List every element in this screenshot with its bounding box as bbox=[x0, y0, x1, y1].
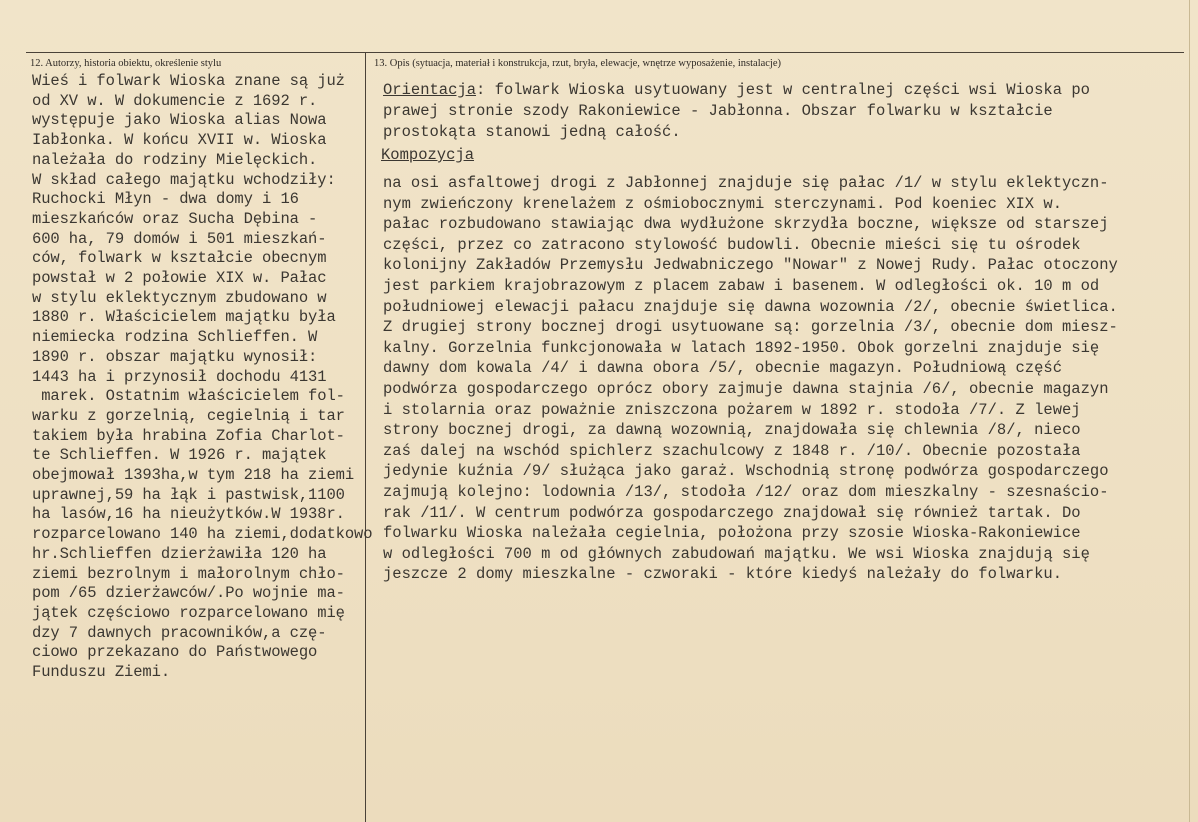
description-text bbox=[383, 80, 1173, 585]
composition-line: nym zwieńczony krenelażem z ośmiobocznymi sterczynami. Pod koeniec XIX w. bbox=[383, 194, 1063, 213]
history-line: od XV w. W dokumencie z 1692 r. bbox=[32, 91, 318, 110]
history-line: rozparcelowano 140 ha ziemi,dodatkowo bbox=[32, 525, 373, 544]
composition-line: części, przez co zatracono stylowość budowli. Obecnie mieści się tu ośrodek bbox=[383, 235, 1081, 254]
history-line: ciowo przekazano do Państwowego bbox=[32, 643, 318, 662]
history-line: powstał w 2 połowie XIX w. Pałac bbox=[32, 269, 327, 288]
history-line: ców, folwark w kształcie obecnym bbox=[32, 249, 327, 268]
history-line: warku z gorzelnią, cegielnią i tar bbox=[32, 406, 345, 425]
history-line: marek. Ostatnim właścicielem fol- bbox=[32, 387, 345, 406]
composition-line: rak /11/. W centrum podwórza gospodarczego znajdował się również tartak. Do bbox=[383, 503, 1081, 522]
history-line: jątek częściowo rozparcelowano mię bbox=[32, 603, 345, 622]
composition-line: podwórza gospodarczego oprócz obory zajmuje dawna stajnia /6/, obecnie magazyn bbox=[383, 379, 1109, 398]
orientation-paragraph bbox=[383, 80, 1173, 143]
composition-line: jest parkiem krajobrazowym z placem zabaw i basenem. W odległości ok. 10 m od bbox=[383, 276, 1100, 295]
composition-line: folwarku Wioska należała cegielnia, położona przy szosie Wioska-Rakoniewice bbox=[383, 524, 1081, 543]
history-line: hr.Schlieffen dzierżawiła 120 ha bbox=[32, 544, 327, 563]
history-line: należała do rodziny Mielęckich. bbox=[32, 150, 318, 169]
history-line: 1880 r. Właścicielem majątku była bbox=[32, 308, 336, 327]
composition-heading: Kompozycja bbox=[381, 146, 475, 164]
history-line: Ruchocki Młyn - dwa domy i 16 bbox=[32, 190, 299, 209]
composition-line: kalny. Gorzelnia funkcjonowała w latach 1892-1950. Obok gorzelni znajduje się bbox=[383, 338, 1100, 357]
history-line: Iabłonka. W końcu XVII w. Wioska bbox=[32, 131, 327, 150]
history-line: 1890 r. obszar majątku wynosił: bbox=[32, 347, 318, 366]
composition-line: jedynie kuźnia /9/ służąca jako garaż. Wschodnią stronę podwórza gospodarczego bbox=[383, 462, 1109, 481]
composition-line: jeszcze 2 domy mieszkalne - czworaki - które kiedyś należały do folwarku. bbox=[383, 565, 1063, 584]
history-line: uprawnej,59 ha łąk i pastwisk,1100 bbox=[32, 485, 345, 504]
history-line: 1443 ha i przynosił dochodu 4131 bbox=[32, 367, 327, 386]
history-line: te Schlieffen. W 1926 r. majątek bbox=[32, 446, 327, 465]
history-line: Funduszu Ziemi. bbox=[32, 663, 171, 682]
orientation-line: prawej stronie szody Rakoniewice - Jabłonna. Obszar folwarku w kształcie bbox=[383, 102, 1053, 120]
history-line: mieszkańców oraz Sucha Dębina - bbox=[32, 209, 318, 228]
composition-line: dawny dom kowala /4/ i dawna obora /5/, obecnie magazyn. Południową część bbox=[383, 359, 1063, 378]
composition-line: w odległości 700 m od głównych zabudowań majątku. We wsi Wioska znajdują się bbox=[383, 544, 1090, 563]
history-line: 600 ha, 79 domów i 501 mieszkań- bbox=[32, 229, 327, 248]
orientation-line: prostokąta stanowi jedną całość. bbox=[383, 123, 681, 141]
history-text bbox=[32, 72, 373, 683]
header-rule bbox=[26, 52, 1184, 53]
history-line: ha lasów,16 ha nieużytków.W 1938r. bbox=[32, 505, 345, 524]
history-line: dzy 7 dawnych pracowników,a czę- bbox=[32, 623, 327, 642]
history-line: niemiecka rodzina Schlieffen. W bbox=[32, 328, 318, 347]
orientation-heading: Orientacja bbox=[383, 81, 477, 99]
orientation-text: : folwark Wioska usytuowany jest w centralnej części wsi Wioska po bbox=[476, 81, 1090, 99]
card-edge bbox=[1189, 0, 1190, 822]
composition-line: kolonijny Zakładów Przemysłu Jedwabniczego "Nowar" z Nowej Rudy. Pałac otoczony bbox=[383, 256, 1118, 275]
column-divider bbox=[365, 52, 366, 822]
history-line: pom /65 dzierżawców/.Po wojnie ma- bbox=[32, 584, 345, 603]
section-13-title: 13. Opis (sytuacja, materiał i konstrukcja, rzut, bryła, elewacje, wnętrze wyposażenie, instalacje) bbox=[374, 58, 782, 69]
composition-line: strony bocznej drogi, za dawną wozownią, znajdowała się chlewnia /8/, nieco bbox=[383, 421, 1081, 440]
history-line: ziemi bezrolnym i małorolnym chło- bbox=[32, 564, 345, 583]
composition-paragraph bbox=[383, 173, 1173, 585]
history-line: takiem była hrabina Zofia Charlot- bbox=[32, 426, 345, 445]
composition-line: pałac rozbudowano stawiając dwa wydłużone skrzydła boczne, większe od starszej bbox=[383, 215, 1109, 234]
history-line: obejmował 1393ha,w tym 218 ha ziemi bbox=[32, 466, 355, 485]
history-line: w stylu eklektycznym zbudowano w bbox=[32, 288, 327, 307]
section-12-title: 12. Autorzy, historia obiektu, określenie stylu bbox=[30, 58, 222, 69]
composition-line: zajmują kolejno: lodownia /13/, stodoła /12/ oraz dom mieszkalny - szesnaścio- bbox=[383, 482, 1109, 501]
composition-line: zaś dalej na wschód spichlerz szachulcowy z 1848 r. /10/. Obecnie pozostała bbox=[383, 441, 1081, 460]
composition-line: Z drugiej strony bocznej drogi usytuowane są: gorzelnia /3/, obecnie dom miesz- bbox=[383, 318, 1118, 337]
composition-line: na osi asfaltowej drogi z Jabłonnej znajduje się pałac /1/ w stylu eklektyczn- bbox=[383, 174, 1109, 192]
history-line: Wieś i folwark Wioska znane są już bbox=[32, 72, 345, 90]
history-line: występuje jako Wioska alias Nowa bbox=[32, 111, 327, 130]
orientation-line bbox=[383, 80, 1173, 101]
history-line: W skład całego majątku wchodziły: bbox=[32, 170, 336, 189]
composition-line: południowej elewacji pałacu znajduje się dawna wozownia /2/, obecnie świetlica. bbox=[383, 297, 1118, 316]
composition-line: i stolarnia oraz poważnie zniszczona pożarem w 1892 r. stodoła /7/. Z lewej bbox=[383, 400, 1081, 419]
